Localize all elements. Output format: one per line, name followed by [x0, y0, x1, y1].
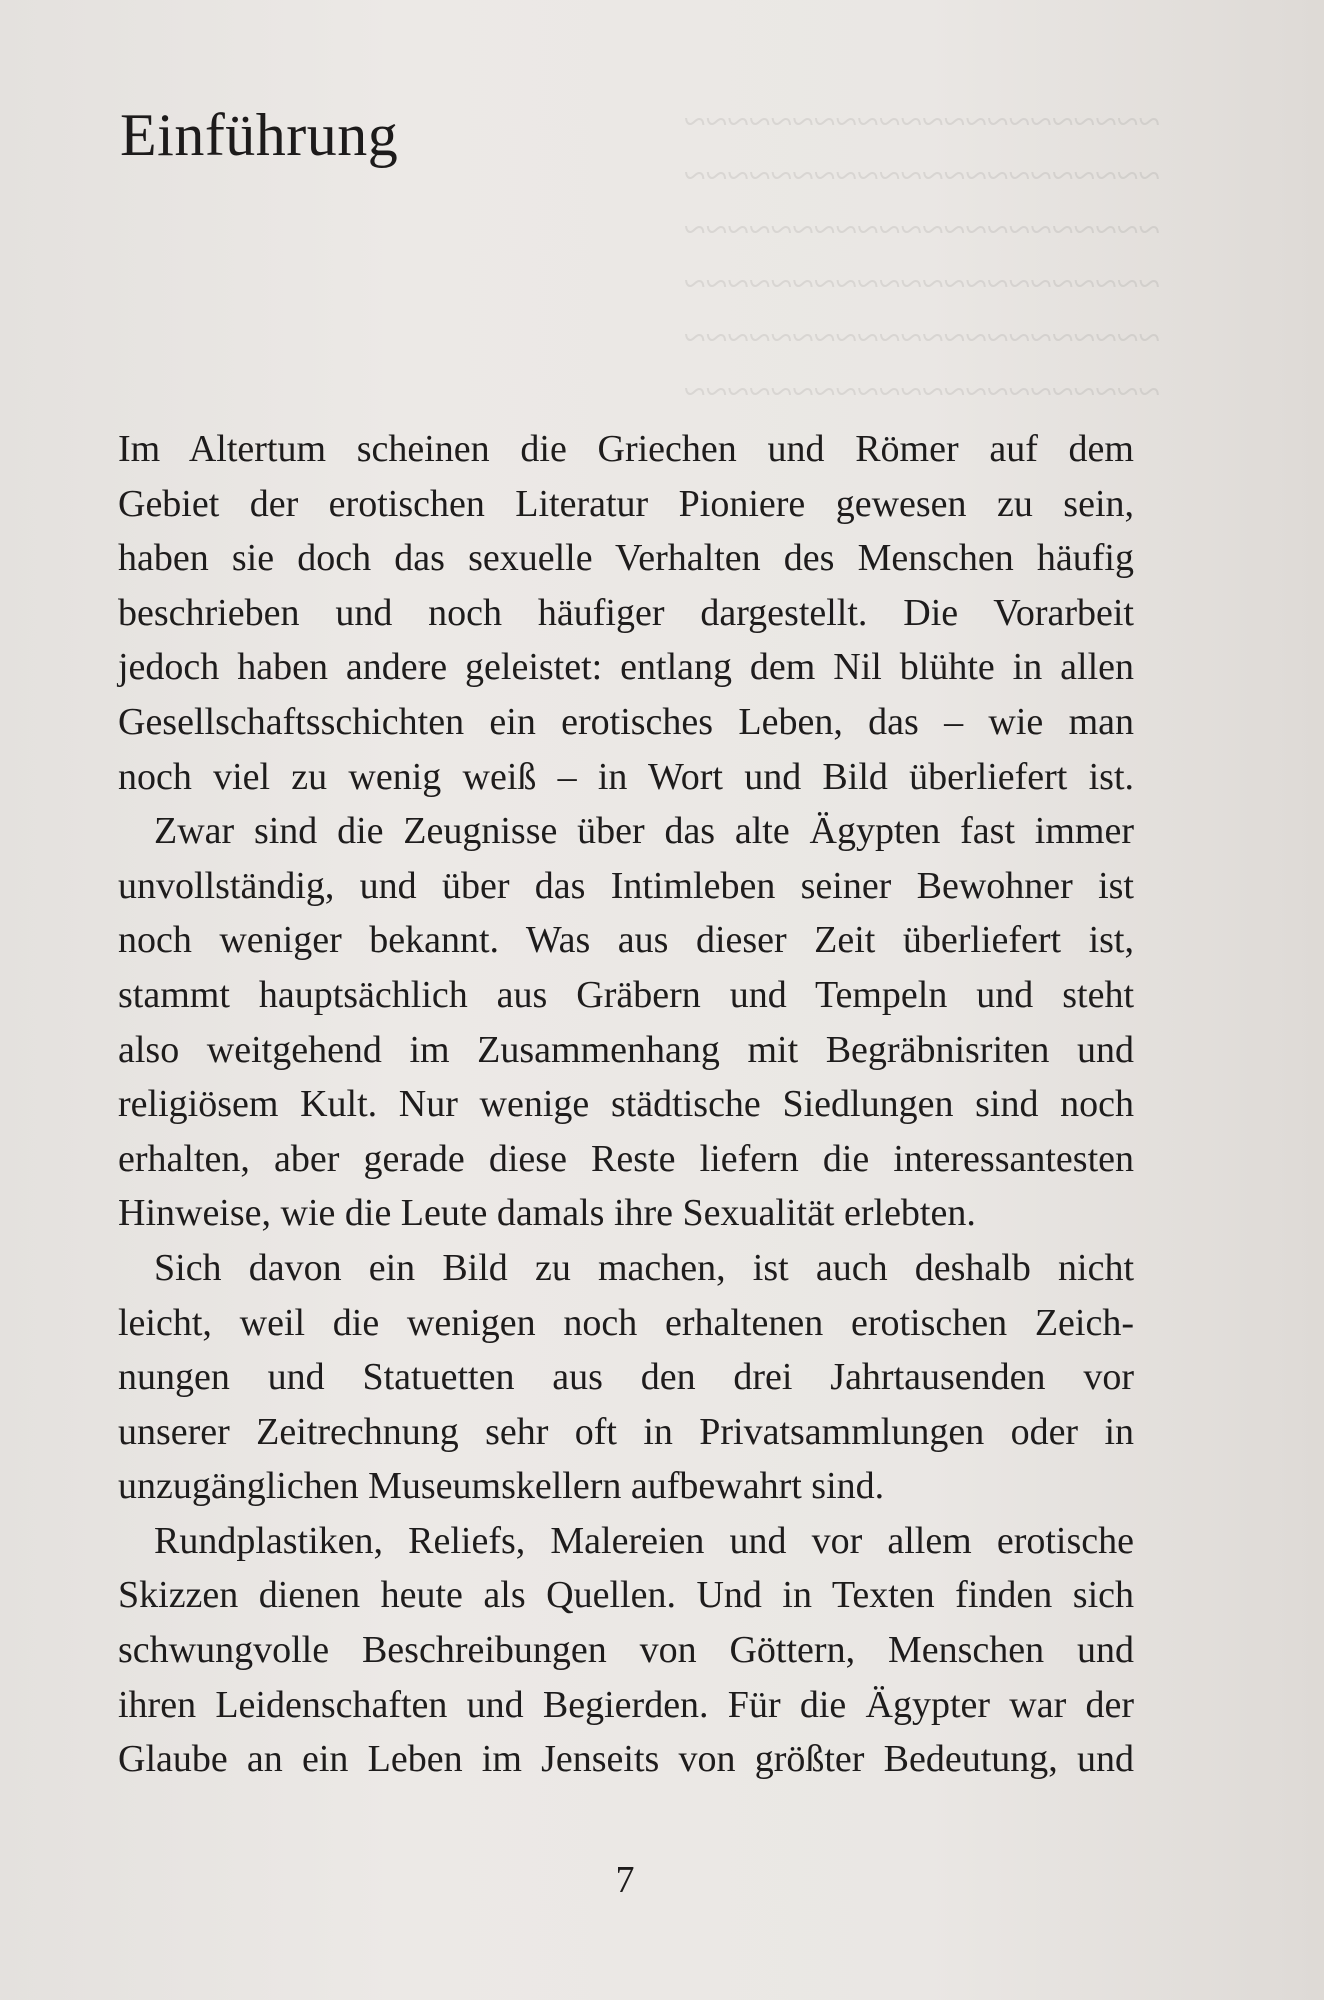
text-line: Hinweise, wie die Leute damals ihre Sexualität erlebten. [118, 1192, 976, 1235]
text-line: Glaube an ein Leben im Jenseits von größter Bedeutung, und [118, 1738, 1134, 1781]
text-line: Gebiet der erotischen Literatur Pioniere gewesen zu sein, [118, 482, 1134, 525]
text-line: schwungvolle Beschreibungen von Göttern, Menschen und [118, 1629, 1134, 1672]
text-line: nungen und Statuetten aus den drei Jahrtausenden vor [118, 1356, 1134, 1399]
text-line: noch viel zu wenig weiß – in Wort und Bild überliefert ist. [118, 755, 1134, 798]
text-line: also weitgehend im Zusammenhang mit Begräbnisriten und [118, 1028, 1134, 1071]
text-line: jedoch haben andere geleistet: entlang dem Nil blühte in allen [118, 646, 1134, 689]
text-line: Sich davon ein Bild zu machen, ist auch deshalb nicht [154, 1246, 1134, 1289]
text-line: beschrieben und noch häufiger dargestellt. Die Vorarbeit [118, 591, 1134, 634]
text-line: noch weniger bekannt. Was aus dieser Zeit überliefert ist, [118, 919, 1134, 962]
text-line: ihren Leidenschaften und Begierden. Für die Ägypter war der [118, 1683, 1134, 1726]
text-line: unvollständig, und über das Intimleben seiner Bewohner ist [118, 864, 1134, 907]
text-line: haben sie doch das sexuelle Verhalten des Menschen häufig [118, 537, 1134, 580]
text-line: Skizzen dienen heute als Quellen. Und in Texten finden sich [118, 1574, 1134, 1617]
chapter-heading: Einführung [120, 102, 399, 168]
text-line: erhalten, aber gerade diese Reste liefern die interessantesten [118, 1137, 1134, 1180]
show-through-text: ~~~~~~~~~~~~~~~~~~~~~~ ~~~~~~~~~~~~~~~~~~~~~~ ~~~~~~~~~~~~~~~~~~~~~~ ~~~~~~~~~~~~~~~~~~~~~~ ~~~~~~~~~~~~~~~~~~~~~~ ~~~~~~~~~~~~~~~~~~~~~~ [683, 99, 1160, 414]
text-line: stammt hauptsächlich aus Gräbern und Tempeln und steht [118, 973, 1134, 1016]
text-line: unserer Zeitrechnung sehr oft in Privatsammlungen oder in [118, 1410, 1134, 1453]
text-line: unzugänglichen Museumskellern aufbewahrt sind. [118, 1465, 885, 1508]
text-line: leicht, weil die wenigen noch erhaltenen erotischen Zeich- [118, 1301, 1134, 1344]
page-number: 7 [615, 1859, 635, 1901]
text-line: religiösem Kult. Nur wenige städtische Siedlungen sind noch [118, 1083, 1134, 1126]
body-text [118, 422, 1134, 1787]
text-line: Im Altertum scheinen die Griechen und Römer auf dem [118, 428, 1134, 470]
text-line: Gesellschaftsschichten ein erotisches Leben, das – wie man [118, 700, 1134, 743]
text-line: Zwar sind die Zeugnisse über das alte Ägypten fast immer [154, 810, 1134, 853]
text-line: Rundplastiken, Reliefs, Malereien und vor allem erotische [154, 1519, 1134, 1562]
